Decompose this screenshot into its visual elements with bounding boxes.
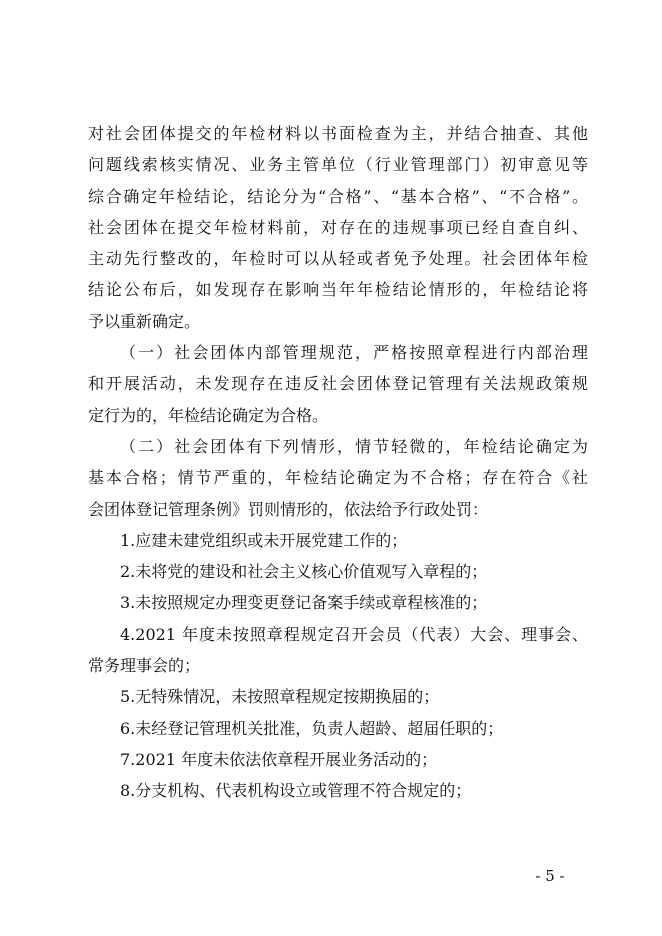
list-item: 3.未按照规定办理变更登记备案手续或章程核准的； [120,593,488,613]
text-line: 结论公布后，如发现存在影响当年年检结论情形的，年检结论将 [88,280,588,300]
list-item: 7.2021 年度未依法依章程开展业务活动的； [120,749,438,769]
list-item-continuation: 常务理事会的； [88,656,201,676]
text-line: 社会团体在提交年检材料前，对存在的违规事项已经自查自纠、 [88,217,588,237]
text-line: 定行为的，年检结论确定为合格。 [88,405,329,425]
text-line: 会团体登记管理条例》罚则情形的，依法给予行政处罚： [88,499,489,519]
list-item: 6.未经登记管理机关批准，负责人超龄、超届任职的； [120,718,504,738]
text-line: 综合确定年检结论，结论分为“合格”、“基本合格”、“不合格”。 [88,186,588,206]
list-item: 1.应建未建党组织或未开展党建工作的； [120,530,408,550]
text-line: 对社会团体提交的年检材料以书面检查为主，并结合抽查、其他 [88,124,588,143]
section-one-heading-line: （一）社会团体内部管理规范，严格按照章程进行内部治理 [120,343,588,363]
list-item: 8.分支机构、代表机构设立或管理不符合规定的； [120,781,472,801]
list-item: 4.2021 年度未按照章程规定召开会员（代表）大会、理事会、 [120,624,588,644]
section-two-heading-line: （二）社会团体有下列情形，情节轻微的，年检结论确定为 [120,436,588,456]
list-item: 5.无特殊情况，未按照章程规定按期换届的； [120,687,440,707]
list-item: 2.未将党的建设和社会主义核心价值观写入章程的； [120,562,488,582]
text-line: 基本合格；情节严重的，年检结论确定为不合格；存在符合《社 [88,468,588,488]
text-line: 主动先行整改的，年检时可以从轻或者免予处理。社会团体年检 [88,249,588,269]
body-text [88,118,588,807]
text-line: 和开展活动，未发现存在违反社会团体登记管理有关法规政策规 [88,374,588,394]
text-line: 问题线索核实情况、业务主管单位（行业管理部门）初审意见等 [88,155,588,175]
page-number: - 5 - [535,867,565,885]
text-line: 予以重新确定。 [88,311,201,331]
